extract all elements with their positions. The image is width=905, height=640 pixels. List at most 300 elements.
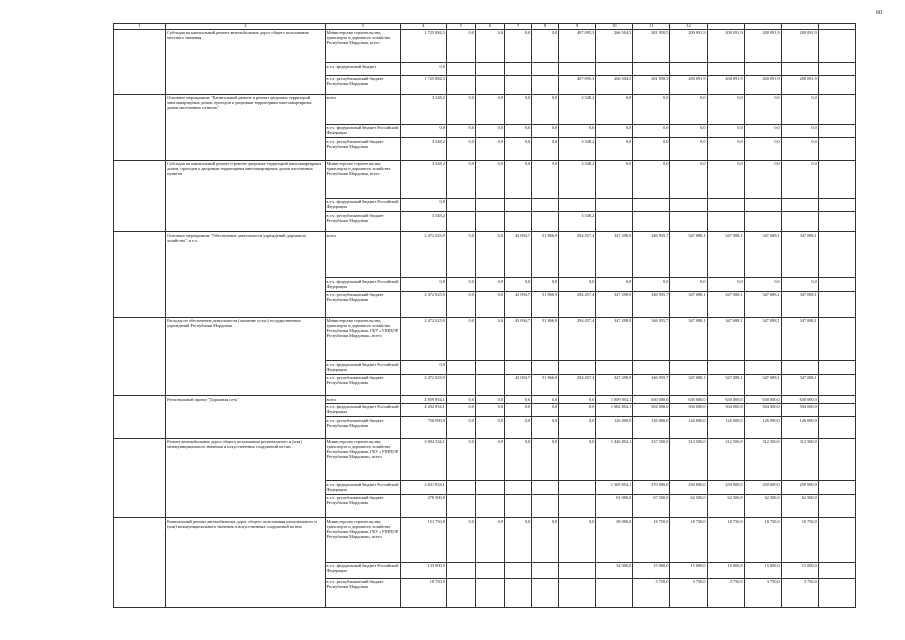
value-cell <box>446 75 475 94</box>
value-cell: 250 000,0 <box>744 481 781 494</box>
value-cell: 0,0 <box>475 160 504 198</box>
funding-source-cell: всего <box>325 396 400 404</box>
value-cell: 0,0 <box>400 124 446 137</box>
value-cell: 0,0 <box>400 361 446 374</box>
value-cell <box>633 198 670 211</box>
value-cell: 346 955,7 <box>633 291 670 317</box>
value-cell: 3 750,0 <box>744 578 781 607</box>
value-cell: 18 750,0 <box>744 518 781 563</box>
value-cell <box>446 374 475 395</box>
column-number-cell: 11 <box>633 24 670 30</box>
value-cell: 0,0 <box>744 94 781 124</box>
value-cell: 407 095,3 <box>559 75 596 94</box>
value-cell: 0,0 <box>559 124 596 137</box>
value-cell <box>596 198 633 211</box>
empty-cell <box>114 232 166 317</box>
value-cell: 337 500,0 <box>633 438 670 481</box>
empty-cell <box>818 75 855 94</box>
value-cell: 312 500,0 <box>781 438 818 481</box>
value-cell: 0,0 <box>505 278 532 291</box>
value-cell: 0,0 <box>400 278 446 291</box>
value-cell: 347 298,9 <box>596 232 633 278</box>
table-row <box>114 396 856 404</box>
value-cell: 0,0 <box>633 138 670 160</box>
value-cell: 1 426 854,1 <box>596 438 633 481</box>
column-number-cell: 7 <box>505 24 532 30</box>
value-cell: 51 866,9 <box>532 317 559 361</box>
value-cell <box>744 212 781 232</box>
funding-source-cell: Министерство строительства, транспорта и дорожного хозяйства Республики Мордовия, ГКУ «УПРДОР Республики Мордовия», всего <box>325 317 400 361</box>
value-cell: 0,0 <box>532 278 559 291</box>
value-cell: 4 202 854,1 <box>400 403 446 416</box>
value-cell: 0,0 <box>532 160 559 198</box>
value-cell: 0,0 <box>475 417 504 438</box>
funding-source-cell: в т.ч. федеральный бюджет Российской Федерации <box>325 124 400 137</box>
value-cell: 0,0 <box>744 278 781 291</box>
value-cell: 62 500,0 <box>707 494 744 518</box>
value-cell: 504 000,0 <box>670 403 707 416</box>
value-cell <box>446 198 475 211</box>
value-cell: 0,0 <box>670 160 707 198</box>
value-cell: 504 000,0 <box>781 403 818 416</box>
empty-cell <box>818 403 855 416</box>
value-cell: 62 500,0 <box>670 494 707 518</box>
value-cell <box>670 198 707 211</box>
funding-source-cell: всего <box>325 232 400 278</box>
value-cell: 347 088,1 <box>707 317 744 361</box>
value-cell: 0,0 <box>475 29 504 63</box>
value-cell: 0,0 <box>446 396 475 404</box>
value-cell: 200 091,9 <box>670 29 707 63</box>
value-cell <box>707 63 744 75</box>
value-cell <box>559 494 596 518</box>
value-cell: 54 000,0 <box>596 562 633 578</box>
value-cell: 756 000,0 <box>400 417 446 438</box>
value-cell: 250 000,0 <box>781 481 818 494</box>
value-cell: 3 348,2 <box>400 138 446 160</box>
value-cell <box>633 361 670 374</box>
funding-source-cell: в т.ч. федеральный бюджет Российской Федерации <box>325 481 400 494</box>
value-cell: 0,0 <box>707 94 744 124</box>
value-cell: 0,0 <box>707 124 744 137</box>
value-cell <box>505 578 532 607</box>
value-cell: 0,0 <box>532 396 559 404</box>
empty-cell <box>818 278 855 291</box>
funding-source-cell: Министерство строительства, транспорта и дорожного хозяйства Республики Мордовия, ГКУ «УПРДОР Республики Мордовия», всего <box>325 438 400 481</box>
column-number-cell: 8 <box>532 24 559 30</box>
value-cell: 2 472 025,9 <box>400 232 446 278</box>
value-cell: 0,0 <box>446 317 475 361</box>
value-cell: 0,0 <box>559 417 596 438</box>
value-cell: 1 725 884,3 <box>400 29 446 63</box>
value-cell: 0,0 <box>707 278 744 291</box>
value-cell: 43 094,7 <box>505 317 532 361</box>
value-cell: 3 750,0 <box>781 578 818 607</box>
value-cell: 18 750,0 <box>670 518 707 563</box>
value-cell: 347 298,9 <box>596 317 633 361</box>
value-cell: 0,0 <box>633 278 670 291</box>
budget-table <box>113 23 856 608</box>
value-cell <box>559 198 596 211</box>
value-cell: 294 457,4 <box>559 317 596 361</box>
funding-source-cell: всего <box>325 94 400 124</box>
value-cell: 0,0 <box>532 29 559 63</box>
value-cell: 0,0 <box>446 278 475 291</box>
value-cell: 18 750,0 <box>707 518 744 563</box>
table-row <box>114 438 856 481</box>
value-cell: 0,0 <box>475 232 504 278</box>
value-cell <box>475 578 504 607</box>
value-cell: 0,0 <box>781 94 818 124</box>
funding-source-cell: в т.ч. республиканский бюджет Республики Мордовия <box>325 75 400 94</box>
value-cell: 0,0 <box>670 278 707 291</box>
value-cell <box>532 212 559 232</box>
value-cell: 18 750,0 <box>400 578 446 607</box>
value-cell: 43 094,7 <box>505 232 532 278</box>
value-cell: 133 000,0 <box>400 562 446 578</box>
value-cell: 0,0 <box>446 94 475 124</box>
value-cell: 0,0 <box>532 403 559 416</box>
value-cell <box>505 361 532 374</box>
value-cell: 2 472 025,9 <box>400 374 446 395</box>
value-cell: 312 500,0 <box>670 438 707 481</box>
value-cell: 3 904 334,1 <box>400 438 446 481</box>
empty-cell <box>818 124 855 137</box>
empty-cell <box>818 198 855 211</box>
value-cell <box>446 63 475 75</box>
value-cell <box>781 212 818 232</box>
value-cell: 347 088,1 <box>744 291 781 317</box>
value-cell: 281 958,5 <box>633 29 670 63</box>
value-cell <box>446 562 475 578</box>
value-cell: 270 000,0 <box>633 481 670 494</box>
value-cell: 0,0 <box>532 138 559 160</box>
value-cell: 347 088,1 <box>781 232 818 278</box>
value-cell: 0,0 <box>475 94 504 124</box>
value-cell <box>596 578 633 607</box>
value-cell: 126 000,0 <box>596 417 633 438</box>
funding-source-cell: в т.ч. федеральный бюджет Российской Федерации <box>325 403 400 416</box>
funding-source-cell: в т.ч. республиканский бюджет Республики Мордовия <box>325 374 400 395</box>
value-cell <box>633 212 670 232</box>
value-cell <box>532 494 559 518</box>
value-cell <box>532 361 559 374</box>
value-cell: 1 725 884,3 <box>400 75 446 94</box>
value-cell: 1 365 854,1 <box>596 481 633 494</box>
value-cell <box>505 63 532 75</box>
column-number-cell: 10 <box>596 24 633 30</box>
value-cell: 504 000,0 <box>744 403 781 416</box>
value-cell: 151 750,0 <box>400 518 446 563</box>
value-cell: 3 750,0 <box>670 578 707 607</box>
value-cell: 294 457,4 <box>559 232 596 278</box>
table-row <box>114 160 856 198</box>
value-cell: 0,0 <box>559 518 596 563</box>
value-cell: 51 866,9 <box>532 374 559 395</box>
empty-cell <box>818 494 855 518</box>
value-cell: 3 348,2 <box>400 94 446 124</box>
value-cell <box>596 361 633 374</box>
value-cell: 0,0 <box>744 138 781 160</box>
value-cell: 0,0 <box>670 94 707 124</box>
empty-cell <box>818 578 855 607</box>
value-cell: 0,0 <box>446 160 475 198</box>
empty-cell <box>818 29 855 63</box>
empty-cell <box>114 438 166 518</box>
value-cell <box>707 361 744 374</box>
value-cell: 0,0 <box>446 29 475 63</box>
value-cell <box>505 198 532 211</box>
empty-cell <box>114 518 166 608</box>
column-number-cell: 12 <box>670 24 707 30</box>
value-cell: 312 500,0 <box>744 438 781 481</box>
value-cell <box>505 481 532 494</box>
value-cell: 312 500,0 <box>707 438 744 481</box>
value-cell <box>475 212 504 232</box>
value-cell: 0,0 <box>532 438 559 481</box>
value-cell: 0,0 <box>559 278 596 291</box>
value-cell: 2 472 025,9 <box>400 317 446 361</box>
value-cell: 346 955,7 <box>633 374 670 395</box>
value-cell: 347 088,1 <box>781 317 818 361</box>
value-cell: 2 472 025,9 <box>400 291 446 317</box>
empty-cell <box>818 417 855 438</box>
empty-cell <box>114 317 166 395</box>
value-cell: 0,0 <box>781 278 818 291</box>
value-cell: 347 088,1 <box>781 374 818 395</box>
value-cell: 0,0 <box>475 518 504 563</box>
value-cell <box>559 361 596 374</box>
value-cell: 43 094,7 <box>505 291 532 317</box>
value-cell: 0,0 <box>781 124 818 137</box>
value-cell: 51 866,9 <box>532 291 559 317</box>
funding-source-cell: в т.ч. федеральный бюджет <box>325 63 400 75</box>
value-cell: 0,0 <box>505 518 532 563</box>
value-cell <box>596 63 633 75</box>
value-cell <box>596 212 633 232</box>
value-cell: 347 088,1 <box>670 291 707 317</box>
value-cell: 347 088,1 <box>707 374 744 395</box>
value-cell: 0,0 <box>505 29 532 63</box>
value-cell <box>446 481 475 494</box>
value-cell: 0,0 <box>781 160 818 198</box>
value-cell <box>744 198 781 211</box>
value-cell: 346 955,7 <box>633 232 670 278</box>
value-cell <box>505 212 532 232</box>
value-cell: 15 000,0 <box>707 562 744 578</box>
value-cell: 0,0 <box>633 94 670 124</box>
value-cell: 0,0 <box>505 417 532 438</box>
column-number-cell: 6 <box>475 24 504 30</box>
value-cell <box>559 578 596 607</box>
measure-name-cell: Капитальный ремонт автомобильных дорог общего пользования регионального и (или) межмуниципального значения и искусственных сооружений на них <box>166 518 325 608</box>
value-cell: 0,0 <box>707 160 744 198</box>
value-cell: 200 091,9 <box>744 29 781 63</box>
value-cell: 630 000,0 <box>670 396 707 404</box>
value-cell: 281 958,5 <box>633 75 670 94</box>
value-cell: 347 088,1 <box>744 374 781 395</box>
funding-source-cell: Министерство строительства, транспорта и дорожного хозяйства Республики Мордовия, всего <box>325 29 400 63</box>
empty-cell <box>818 438 855 481</box>
value-cell: 0,0 <box>505 160 532 198</box>
value-cell: 0,0 <box>505 403 532 416</box>
value-cell: 0,0 <box>596 138 633 160</box>
value-cell: 200 091,9 <box>670 75 707 94</box>
value-cell <box>670 361 707 374</box>
value-cell: 0,0 <box>707 138 744 160</box>
funding-source-cell: в т.ч. федеральный бюджет Российской Федерации <box>325 198 400 211</box>
value-cell: 0,0 <box>475 317 504 361</box>
value-cell: 58 000,0 <box>596 518 633 563</box>
value-cell: 0,0 <box>532 124 559 137</box>
value-cell: 347 298,9 <box>596 291 633 317</box>
value-cell <box>475 361 504 374</box>
column-number-cell: 3 <box>325 24 400 30</box>
value-cell: 51 866,9 <box>532 232 559 278</box>
value-cell: 347 088,1 <box>707 232 744 278</box>
value-cell: 15 000,0 <box>781 562 818 578</box>
value-cell: 0,0 <box>559 396 596 404</box>
value-cell: 0,0 <box>446 138 475 160</box>
value-cell: 4 859 854,1 <box>400 396 446 404</box>
value-cell: 18 750,0 <box>633 518 670 563</box>
value-cell <box>781 198 818 211</box>
table-row <box>114 94 856 124</box>
value-cell: 250 000,0 <box>670 481 707 494</box>
value-cell: 43 094,7 <box>505 374 532 395</box>
value-cell <box>475 494 504 518</box>
value-cell: 200 091,9 <box>781 75 818 94</box>
value-cell: 200 091,9 <box>707 29 744 63</box>
value-cell: 630 000,0 <box>707 396 744 404</box>
table-row <box>114 518 856 563</box>
value-cell: 630 000,0 <box>781 396 818 404</box>
value-cell: 294 457,4 <box>559 291 596 317</box>
value-cell: 15 000,0 <box>633 562 670 578</box>
empty-cell <box>114 396 166 439</box>
value-cell: 3 348,2 <box>400 212 446 232</box>
value-cell: 0,0 <box>559 438 596 481</box>
value-cell: 0,0 <box>505 94 532 124</box>
funding-source-cell: Министерство строительства, транспорта и дорожного хозяйства Республики Мордовия, всего <box>325 160 400 198</box>
empty-cell <box>818 374 855 395</box>
funding-source-cell: в т.ч. республиканский бюджет Республики Мордовия <box>325 138 400 160</box>
funding-source-cell: в т.ч. федеральный бюджет Российской Федерации <box>325 562 400 578</box>
value-cell <box>475 75 504 94</box>
value-cell: 0,0 <box>475 438 504 481</box>
value-cell <box>532 63 559 75</box>
value-cell: 0,0 <box>446 518 475 563</box>
value-cell: 62 500,0 <box>781 494 818 518</box>
value-cell: 200 091,9 <box>707 75 744 94</box>
value-cell: 0,0 <box>475 403 504 416</box>
value-cell: 0,0 <box>475 124 504 137</box>
column-number-cell: 9 <box>559 24 596 30</box>
value-cell <box>446 361 475 374</box>
value-cell <box>707 212 744 232</box>
column-number-cell: 4 <box>400 24 446 30</box>
value-cell: 3 750,0 <box>707 578 744 607</box>
value-cell <box>532 75 559 94</box>
measure-name-cell: Основное мероприятие "Капитальный ремонт и ремонт дворовых территорий многоквартирных домов, проездов к дворовым территориям многоквартирных домов населенных пунктов" <box>166 94 325 160</box>
value-cell: 347 088,1 <box>744 232 781 278</box>
value-cell: 0,0 <box>505 438 532 481</box>
value-cell: 347 088,1 <box>707 291 744 317</box>
value-cell <box>559 562 596 578</box>
value-cell <box>475 562 504 578</box>
value-cell <box>475 198 504 211</box>
value-cell: 3 348,2 <box>559 94 596 124</box>
value-cell: 0,0 <box>532 94 559 124</box>
value-cell: 0,0 <box>744 124 781 137</box>
value-cell: 3 750,0 <box>633 578 670 607</box>
value-cell <box>532 198 559 211</box>
table-row <box>114 232 856 278</box>
value-cell <box>446 212 475 232</box>
value-cell: 0,0 <box>532 518 559 563</box>
value-cell <box>744 63 781 75</box>
empty-cell <box>818 160 855 198</box>
value-cell: 630 000,0 <box>744 396 781 404</box>
value-cell: 347 088,1 <box>744 317 781 361</box>
value-cell: 0,0 <box>670 124 707 137</box>
value-cell: 61 000,0 <box>596 494 633 518</box>
value-cell: 250 000,0 <box>707 481 744 494</box>
empty-cell <box>114 160 166 232</box>
funding-source-cell: Министерство строительства, транспорта и дорожного хозяйства Республики Мордовия, ГКУ «УПРДОР Республики Мордовия», всего <box>325 518 400 563</box>
table-row <box>114 317 856 361</box>
empty-cell <box>818 317 855 361</box>
value-cell: 62 500,0 <box>744 494 781 518</box>
measure-name-cell: Региональный проект "Дорожная сеть" <box>166 396 325 439</box>
value-cell: 0,0 <box>670 138 707 160</box>
funding-source-cell: в т.ч. республиканский бюджет Республики Мордовия <box>325 494 400 518</box>
value-cell: 504 000,0 <box>633 403 670 416</box>
empty-cell <box>818 361 855 374</box>
value-cell: 15 000,0 <box>670 562 707 578</box>
measure-name-cell: Субсидия на капитальный ремонт и ремонт дворовых территорий многоквартирных домов, проездов к дворовым территориям многоквартирных домов населенных пунктов <box>166 160 325 232</box>
value-cell <box>446 494 475 518</box>
value-cell: 0,0 <box>596 160 633 198</box>
value-cell: 347 088,1 <box>670 317 707 361</box>
empty-cell <box>818 232 855 278</box>
value-cell: 0,0 <box>446 232 475 278</box>
value-cell <box>633 63 670 75</box>
value-cell: 0,0 <box>781 138 818 160</box>
value-cell: 2 631 834,1 <box>400 481 446 494</box>
value-cell <box>505 75 532 94</box>
value-cell: 126 000,0 <box>633 417 670 438</box>
value-cell: 200 091,9 <box>744 75 781 94</box>
value-cell: 0,0 <box>505 396 532 404</box>
column-number-cell: 1 <box>114 24 166 30</box>
value-cell: 0,0 <box>446 291 475 317</box>
funding-source-cell: в т.ч. республиканский бюджет Республики Мордовия <box>325 212 400 232</box>
value-cell: 0,0 <box>505 124 532 137</box>
value-cell <box>475 481 504 494</box>
value-cell: 126 000,0 <box>670 417 707 438</box>
value-cell: 126 000,0 <box>707 417 744 438</box>
value-cell: 3 348,2 <box>400 160 446 198</box>
funding-source-cell: в т.ч. федеральный бюджет Российской Федерации <box>325 361 400 374</box>
empty-cell <box>818 138 855 160</box>
value-cell <box>505 562 532 578</box>
value-cell <box>781 63 818 75</box>
table-row <box>114 29 856 63</box>
empty-cell <box>818 291 855 317</box>
value-cell: 0,0 <box>400 63 446 75</box>
value-cell: 3 348,2 <box>559 160 596 198</box>
